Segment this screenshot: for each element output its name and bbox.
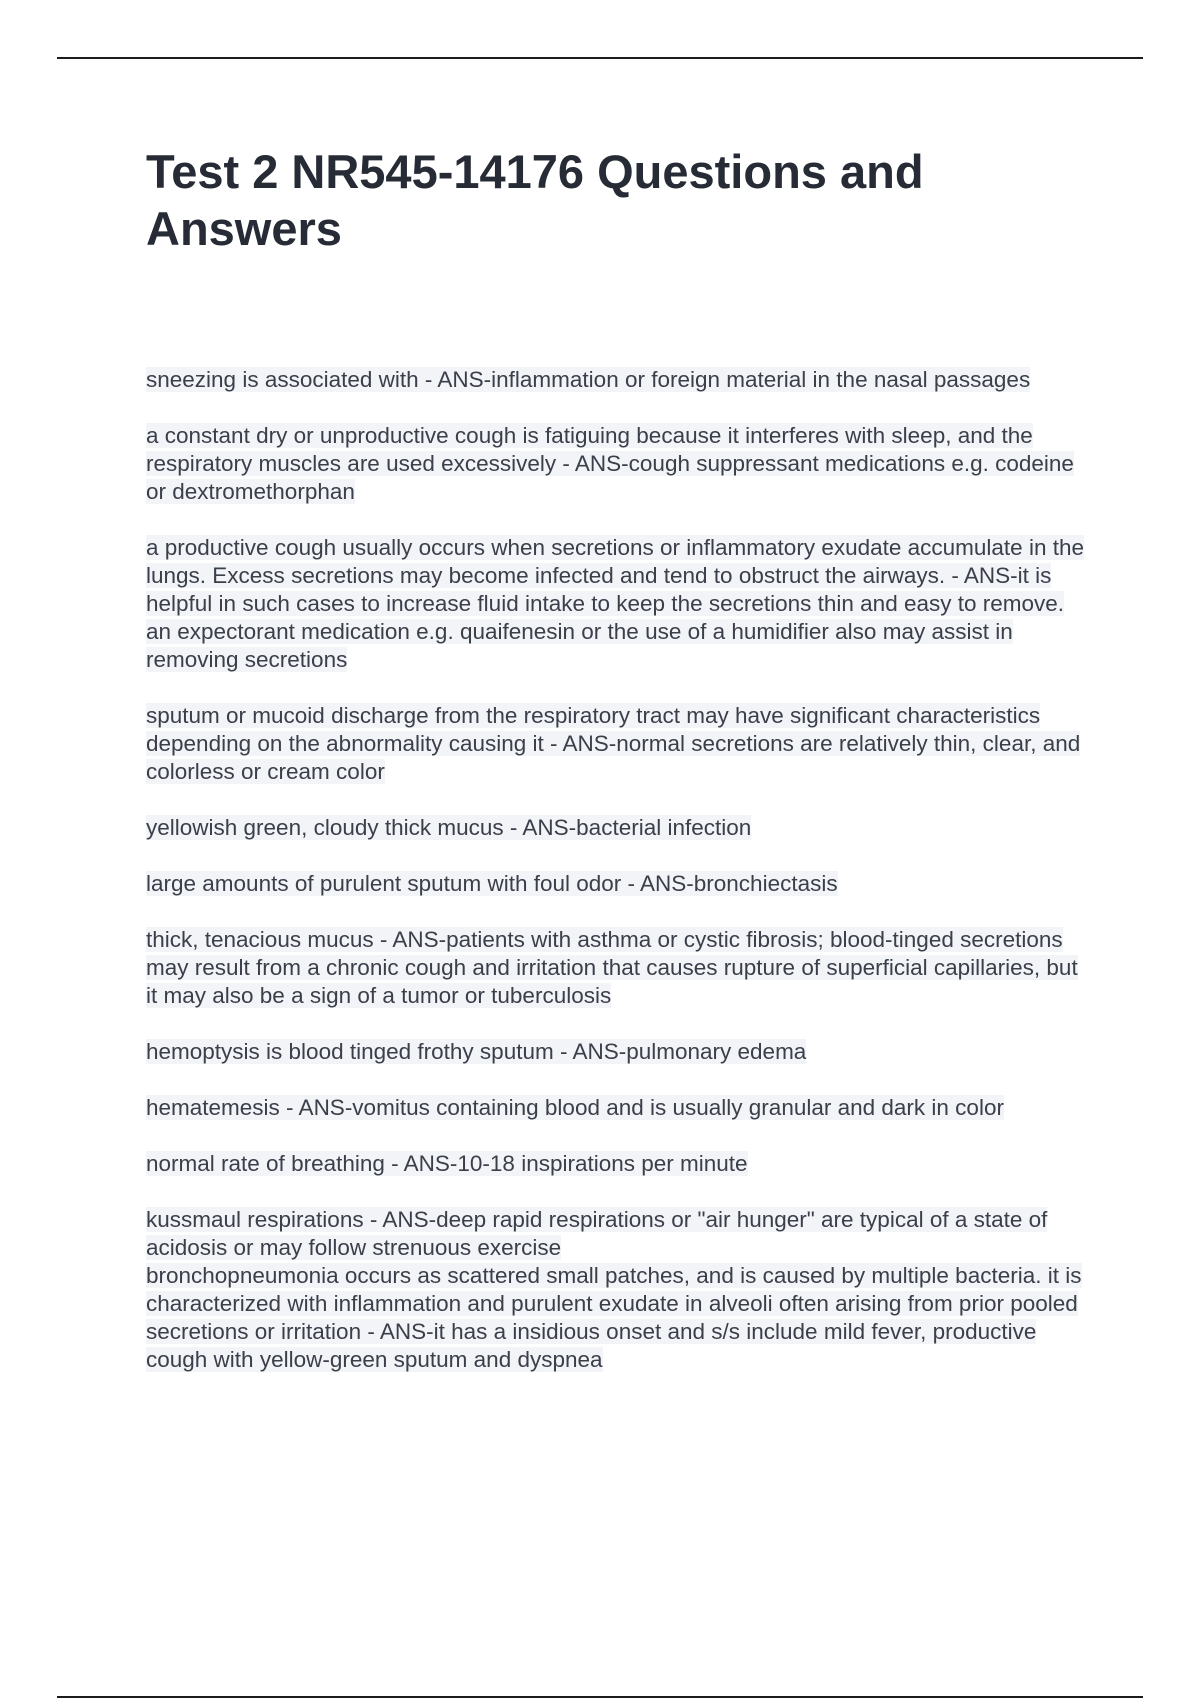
qa-list [146,366,1091,1402]
qa-item: yellowish green, cloudy thick mucus - ANS-bacterial infection [146,815,752,840]
qa-item: a productive cough usually occurs when secretions or inflammatory exudate accumulate in the lungs. Excess secretions may become infected and tend to obstruct the airways. - ANS-it is helpful in such cases to increase fluid intake to keep the secretions thin and easy to remove. an expectorant medication e.g. quaifenesin or the use of a humidifier also may assist in removing secretions [146,535,1084,672]
qa-item: bronchopneumonia occurs as scattered small patches, and is caused by multiple bacteria. it is characterized with inflammation and purulent exudate in alveoli often arising from prior pooled secretions or irritation - ANS-it has a insidious onset and s/s include mild fever, productive cough with yellow-green sputum and dyspnea [146,1263,1082,1372]
qa-item: normal rate of breathing - ANS-10-18 inspirations per minute [146,1151,748,1176]
top-rule [57,57,1143,59]
document-title: Test 2 NR545-14176 Questions and Answers [146,145,924,255]
qa-item: thick, tenacious mucus - ANS-patients with asthma or cystic fibrosis; blood-tinged secretions may result from a chronic cough and irritation that causes rupture of superficial capillaries, but it may also be a sign of a tumor or tuberculosis [146,927,1078,1008]
qa-item: sputum or mucoid discharge from the respiratory tract may have significant characteristics depending on the abnormality causing it - ANS-normal secretions are relatively thin, clear, and colorless or cream color [146,703,1081,784]
qa-item: hematemesis - ANS-vomitus containing blood and is usually granular and dark in color [146,1095,1004,1120]
qa-item: large amounts of purulent sputum with foul odor - ANS-bronchiectasis [146,871,838,896]
qa-item: sneezing is associated with - ANS-inflammation or foreign material in the nasal passages [146,367,1031,392]
qa-item: kussmaul respirations - ANS-deep rapid respirations or "air hunger" are typical of a state of acidosis or may follow strenuous exercise [146,1207,1048,1260]
bottom-rule [57,1696,1143,1698]
qa-item: hemoptysis is blood tinged frothy sputum - ANS-pulmonary edema [146,1039,807,1064]
qa-item: a constant dry or unproductive cough is fatiguing because it interferes with sleep, and the respiratory muscles are used excessively - ANS-cough suppressant medications e.g. codeine or dextromethorphan [146,423,1074,504]
